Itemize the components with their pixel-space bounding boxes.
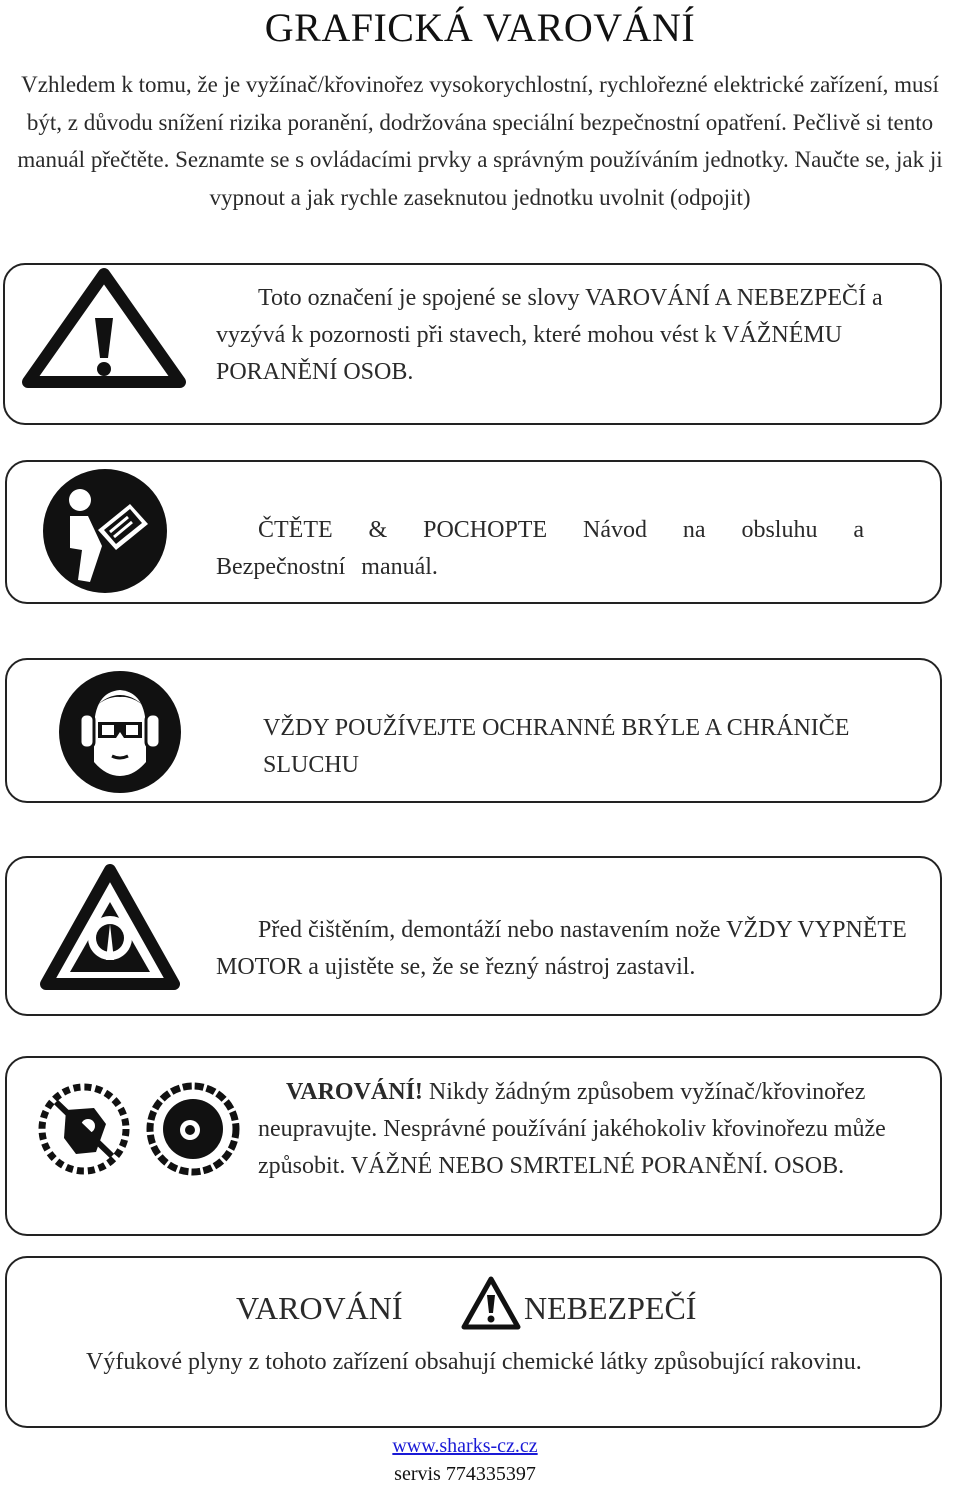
cutting-disc-icon [146, 1082, 240, 1176]
warning-body: Nikdy žádným způsobem vyžínač/křovinořez neupravujte. Nesprávné používání jakéhokoliv křovinořezu může způsobit. VÁŽNÉ NEBO SMRTELNÉ PORANĚNÍ. OSOB. [258, 1079, 886, 1179]
warning-text-blade: Před čištěním, demontáží nebo nastavením nože VŽDY VYPNĚTE MOTOR a ujistěte se, že se řezný nástroj zastavil. [216, 917, 907, 980]
warning-text-manual: ČTĚTE & POCHOPTE Návod na obsluhu a Bezpečnostní manuál. [216, 517, 864, 580]
warning-lead: VAROVÁNÍ! [286, 1079, 423, 1105]
read-manual-icon [42, 468, 168, 594]
service-phone: servis 774335397 [394, 1463, 536, 1485]
page-title: GRAFICKÁ VAROVÁNÍ [264, 5, 696, 50]
heading-varovani: VAROVÁNÍ [236, 1290, 403, 1326]
blade-hazard-triangle-icon [40, 864, 180, 992]
exclamation-triangle-icon [20, 266, 188, 390]
warning-text-protection: VŽDY POUŽÍVEJTE OCHRANNÉ BRÝLE A CHRÁNIČE SLUCHU [263, 715, 850, 778]
warning-text-exhaust: Výfukové plyny z tohoto zařízení obsahují chemické látky způsobující rakovinu. [86, 1349, 862, 1375]
website-link[interactable]: www.sharks-cz.cz [392, 1435, 538, 1457]
exclamation-triangle-icon [460, 1275, 522, 1331]
warning-text-general: Toto označení je spojené se slovy VAROVÁNÍ A NEBEZPEČÍ a vyzývá k pozornosti při stavech, které mohou vést k VÁŽNÉMU PORANĚNÍ OSOB. [216, 285, 883, 385]
goggles-ear-protection-icon [58, 670, 182, 794]
intro-paragraph: Vzhledem k tomu, že je vyžínač/křovinořez vysokorychlostní, rychlořezné elektrické zařízení, musí být, z důvodu snížení rizika poranění, dodržována speciální bezpečnostní opatření. Pečlivě si tento manuál přečtěte. Seznamte se s ovládacími prvky a správným používáním jednotky. Naučte se, jak ji vypnout a jak rychle zaseknutou jednotku uvolnit (odpojit) [17, 72, 943, 210]
footer [0, 1432, 930, 1488]
heading-nebezpeci: NEBEZPEČÍ [524, 1290, 697, 1326]
warning-text-modification [258, 1074, 918, 1185]
no-modification-icon [36, 1082, 132, 1176]
